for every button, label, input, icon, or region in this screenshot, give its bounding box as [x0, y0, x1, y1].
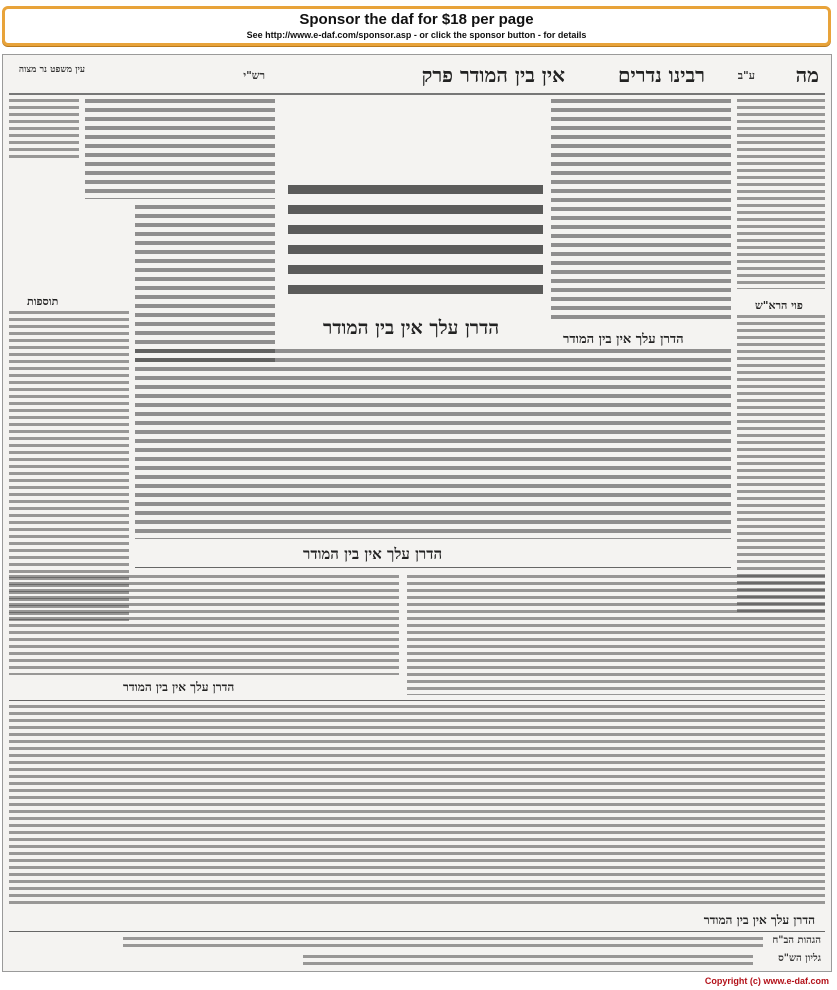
divider	[135, 567, 731, 568]
rashi-block	[551, 99, 731, 319]
ein-mishpat-block	[9, 99, 79, 159]
copyright-link[interactable]: Copyright (c) www.e-daf.com	[704, 976, 829, 986]
footer-bach: הגהות הב"ח	[772, 935, 821, 946]
right-margin-upper	[737, 99, 825, 289]
divider-lower	[9, 700, 825, 701]
commentary-hadran: הדרן עלך אין בין המודר	[303, 545, 443, 563]
rosh-label: פוי הרא"ש	[755, 299, 803, 312]
header-ein-mishpat: עין משפט נר מצוה	[18, 65, 85, 75]
bottom-left-hadran: הדרן עלך אין בין המודר	[123, 680, 235, 694]
bottom-hadran: הדרן עלך אין בין המודר	[703, 913, 815, 927]
rashi-hadran: הדרן עלך אין בין המודר	[563, 332, 684, 347]
gemara-main-text	[288, 185, 543, 305]
header-side: ע"ב	[737, 69, 755, 82]
sponsor-banner[interactable]	[2, 6, 831, 46]
header-title: רבינו נדרים	[618, 63, 705, 87]
tosafot-label: תוספות	[27, 295, 59, 308]
sponsor-subtitle[interactable]: See http://www.e-daf.com/sponsor.asp - or click the sponsor button - for details	[246, 30, 587, 40]
lower-right-commentary	[407, 575, 825, 695]
header-rashi: רש"י	[243, 69, 265, 82]
footer-gilyon-text	[303, 955, 753, 965]
page-header	[9, 61, 825, 95]
wide-commentary-upper	[135, 349, 731, 539]
left-upper-commentary	[85, 99, 275, 199]
mishna-hadran: הדרן עלך אין בין המודר	[323, 317, 500, 339]
sponsor-title[interactable]: Sponsor the daf for $18 per page	[299, 11, 534, 28]
footer-divider	[9, 931, 825, 932]
left-mid-commentary	[135, 205, 275, 365]
footer-bach-text	[123, 937, 763, 947]
lower-left-commentary	[9, 575, 399, 675]
header-daf: מה	[795, 63, 819, 87]
header-chapter: אין בין המודר פרק	[421, 63, 565, 87]
rosh-block	[737, 315, 825, 615]
footer-gilyon: גליון הש"ס	[778, 953, 821, 964]
talmud-page-scan	[2, 54, 832, 972]
bottom-dense-commentary	[9, 705, 825, 905]
